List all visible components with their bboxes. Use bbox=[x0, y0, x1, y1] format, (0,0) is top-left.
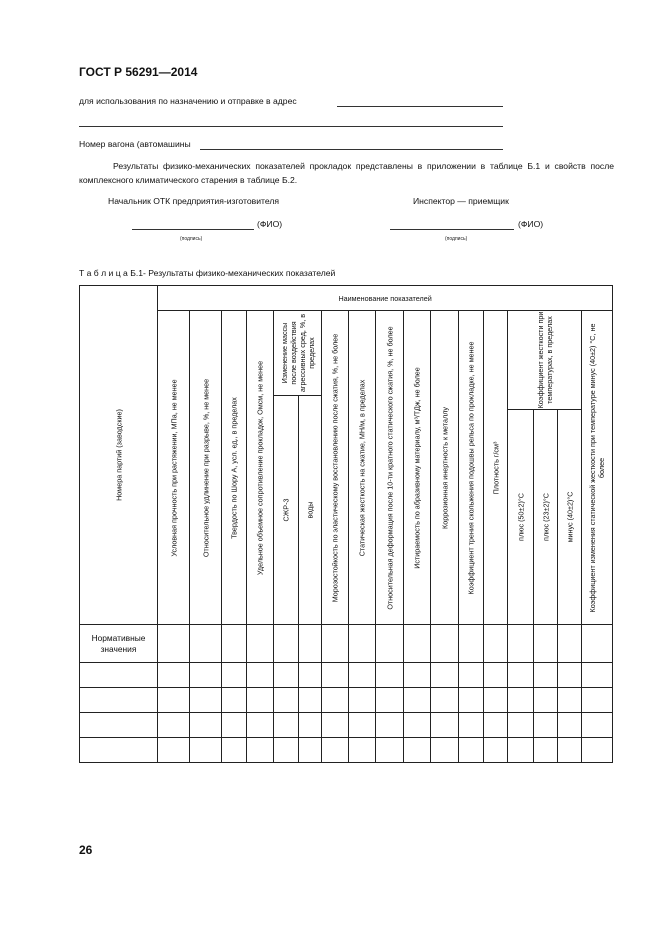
col-elongation: Относительное удлинение при разрыве, %, не менее bbox=[190, 311, 222, 625]
col-static-stiffness: Статическая жесткость на сжатие, МН/м, в пределах bbox=[349, 311, 376, 625]
batch-number-header: Номера партий (заводские) bbox=[80, 286, 158, 625]
table-row bbox=[80, 738, 613, 763]
results-paragraph: Результаты физико-механических показателей прокладок представлены в приложении в таблице Б.1 и свойств после комплексного климатического старения в таблице Б.2. bbox=[79, 161, 614, 186]
destination-field-line-2 bbox=[79, 126, 503, 127]
col-stiffness-plus23: плюс (23±2)°С bbox=[534, 410, 558, 625]
fio-right: (ФИО) bbox=[518, 219, 544, 229]
destination-field-line bbox=[337, 106, 503, 107]
col-relative-deformation: Относительная деформация после 10-ти кратного статического сжатия, %, не более bbox=[376, 311, 404, 625]
col-mass-water: воды bbox=[299, 396, 322, 625]
table-row bbox=[80, 713, 613, 738]
col-density: Плотность г/см³ bbox=[484, 311, 508, 625]
signer-left-title: Начальник ОТК предприятия-изготовителя bbox=[108, 196, 280, 206]
col-resistivity: Удельное объемное сопротивление прокладок, Омсм, не менее bbox=[247, 311, 274, 625]
wagon-field-line bbox=[200, 149, 503, 150]
table-row bbox=[80, 663, 613, 688]
col-stiffness-change: Коэффициент изменения статической жесткости при температуре минус (40±2) °С, не более bbox=[582, 311, 613, 625]
col-stiffness-temp: Коэффициент жесткости при температурах, в пределах bbox=[508, 311, 582, 410]
signer-right-title: Инспектор — приемщик bbox=[413, 196, 509, 206]
col-corrosion: Коррозионная инертность к металлу bbox=[431, 311, 459, 625]
col-hardness: Твердость по Шору А, усл. ед., в пределах bbox=[222, 311, 247, 625]
destination-label: для использования по назначению и отправке в адрес bbox=[79, 96, 297, 106]
norm-values-label: Нормативные значения bbox=[80, 625, 158, 663]
page-number: 26 bbox=[79, 843, 93, 857]
signature-right-line bbox=[390, 229, 514, 230]
wagon-label: Номер вагона (автомашины bbox=[79, 139, 191, 149]
table-row bbox=[80, 688, 613, 713]
results-table bbox=[79, 285, 613, 763]
col-mass-szhr3: СЖР-3 bbox=[274, 396, 299, 625]
signature-left-line bbox=[132, 229, 254, 230]
indicators-group-header: Наименование показателей bbox=[158, 286, 613, 311]
signature-right-hint: (подпись) bbox=[445, 236, 468, 242]
fio-left: (ФИО) bbox=[257, 219, 283, 229]
col-stiffness-minus40: минус (40±2)°С bbox=[558, 410, 582, 625]
table-caption bbox=[79, 268, 335, 278]
table-row bbox=[80, 625, 613, 663]
col-mass-change: Изменение массы после воздействия агрессивных сред, %, в пределах bbox=[274, 311, 322, 396]
col-frost-resistance: Морозостойкость по эластическому восстановлению после сжатия, %, не более bbox=[322, 311, 349, 625]
caption-prefix: Т а б л и ц а bbox=[79, 268, 128, 278]
col-abrasion: Истираемость по абразивному материалу, м³/ТДж, не более bbox=[404, 311, 431, 625]
document-header: ГОСТ Р 56291—2014 bbox=[79, 65, 198, 79]
col-stiffness-plus50: плюс (50±2)°С bbox=[508, 410, 534, 625]
caption-title: Б.1- Результаты физико-механических показателей bbox=[130, 268, 336, 278]
col-friction: Коэффициент трения скольжения подошвы рельса по прокладке, не менее bbox=[459, 311, 484, 625]
col-tensile-strength: Условная прочность при растяжении, МПа, не менее bbox=[158, 311, 190, 625]
signature-left-hint: (подпись) bbox=[180, 236, 203, 242]
